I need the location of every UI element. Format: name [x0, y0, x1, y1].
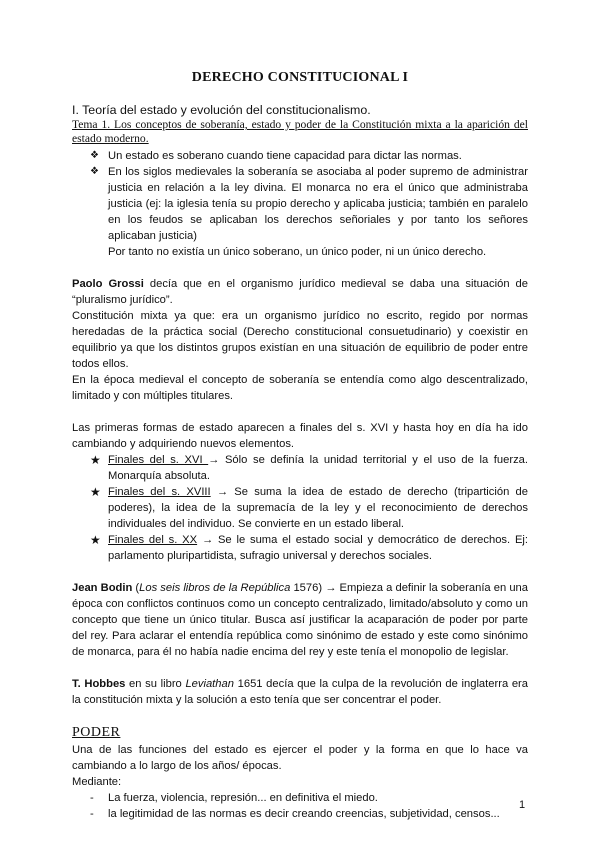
star-bullet-icon: ★: [90, 485, 101, 499]
star-bullet-icon: ★: [90, 453, 101, 467]
document-title: DERECHO CONSTITUCIONAL I: [191, 70, 409, 85]
hobbes-paragraph: T. Hobbes en su libro Leviathan 1651 decía que la culpa de la revolución de inglaterra era la constitución mixta y la solución a esto tenía que ser concentrar el poder.: [72, 678, 528, 706]
paragraph: Constitución mixta ya que: era un organismo jurídico no escrito, regido por normas heredadas de la práctica social (Derecho constitucional consuetudinario) y coexistir en equilibrio ya que los distintos grupos existían en una situación de equilibrio de poder entre todos ellos.: [72, 310, 528, 370]
mediante-label: Mediante:: [72, 776, 122, 788]
list-item: - la legitimidad de las normas es decir creando creencias, subjetividad, censos...: [90, 808, 500, 820]
list-item: ★ Finales del s. XVI → Sólo se definía la unidad territorial y el uso de la fuerza. Monarquía absoluta.: [90, 453, 528, 482]
document-page: [72, 70, 528, 822]
list-item: ❖ Un estado es soberano cuando tiene capacidad para dictar las normas.: [90, 150, 462, 162]
list-item: - La fuerza, violencia, represión... en definitiva el miedo.: [90, 792, 378, 804]
dash-bullet-icon: -: [90, 808, 94, 820]
page-number: 1: [519, 799, 526, 811]
paragraph: Una de las funciones del estado es ejercer el poder y la forma en que lo hace va cambiando a lo largo de los años/ épocas.: [72, 744, 528, 772]
dash-bullet-icon: -: [90, 792, 94, 804]
dash-list: [72, 790, 528, 822]
star-bullet-list: [72, 452, 528, 564]
list-item: ★ Finales del s. XX → Se le suma el estado social y democrático de derechos. Ej: parlamento pluripartidista, sufragio universal y derechos sociales.: [90, 533, 529, 562]
diamond-bullet-icon: ❖: [90, 150, 99, 161]
section-heading: I. Teoría del estado y evolución del constitucionalismo.: [72, 103, 371, 117]
grossi-paragraph: Paolo Grossi decía que en el organismo jurídico medieval se daba una situación de “pluralismo jurídico”.: [72, 278, 528, 306]
paragraph: Las primeras formas de estado aparecen a finales del s. XVI y hasta hoy en día ha ido cambiando y adquiriendo nuevos elementos.: [72, 422, 528, 450]
diamond-bullet-icon: ❖: [90, 166, 99, 177]
star-bullet-icon: ★: [90, 533, 101, 547]
paragraph: En la época medieval el concepto de soberanía se entendía como algo descentralizado, limitado y con múltiples titulares.: [72, 374, 528, 402]
diamond-bullet-list: [72, 148, 528, 260]
list-item: ★ Finales del s. XVIII → Se suma la idea de estado de derecho (tripartición de poderes), la idea de la supremacía de la ley y el reconocimiento de derechos individuales del individuo. Se convierte en un estado liberal.: [90, 485, 528, 530]
bodin-paragraph: Jean Bodin (Los seis libros de la República 1576) → Empieza a definir la soberanía en una época con conflictos continuos como un concepto centralizado, limitado/absoluto y como un concepto que tiene un único titular. Busca así justificar la acaparación de poder por parte del rey. Para aclarar el entendía república como sinónimo de estado y este como sinónimo de monarca, para él no había nadie encima del rey y este tenía el monopolio de legislar.: [72, 582, 528, 658]
list-item: ❖ En los siglos medievales la soberanía se asociaba al poder supremo de administrar justicia en relación a la ley divina. El monarca no era el único que administraba justicia (ej: la iglesia tenía su propio derecho y aplicaba justicia; también en paralelo en los feudos se aplicaban los derechos señoriales y por tanto los señores aplicaban justicia): [90, 166, 528, 242]
list-item-continuation: Por tanto no existía un único soberano, un único poder, ni un único derecho.: [108, 246, 487, 258]
tema-heading: Tema 1. Los conceptos de soberanía, estado y poder de la Constitución mixta a la aparición del estado moderno.: [72, 118, 528, 145]
poder-heading: PODER: [72, 725, 121, 740]
